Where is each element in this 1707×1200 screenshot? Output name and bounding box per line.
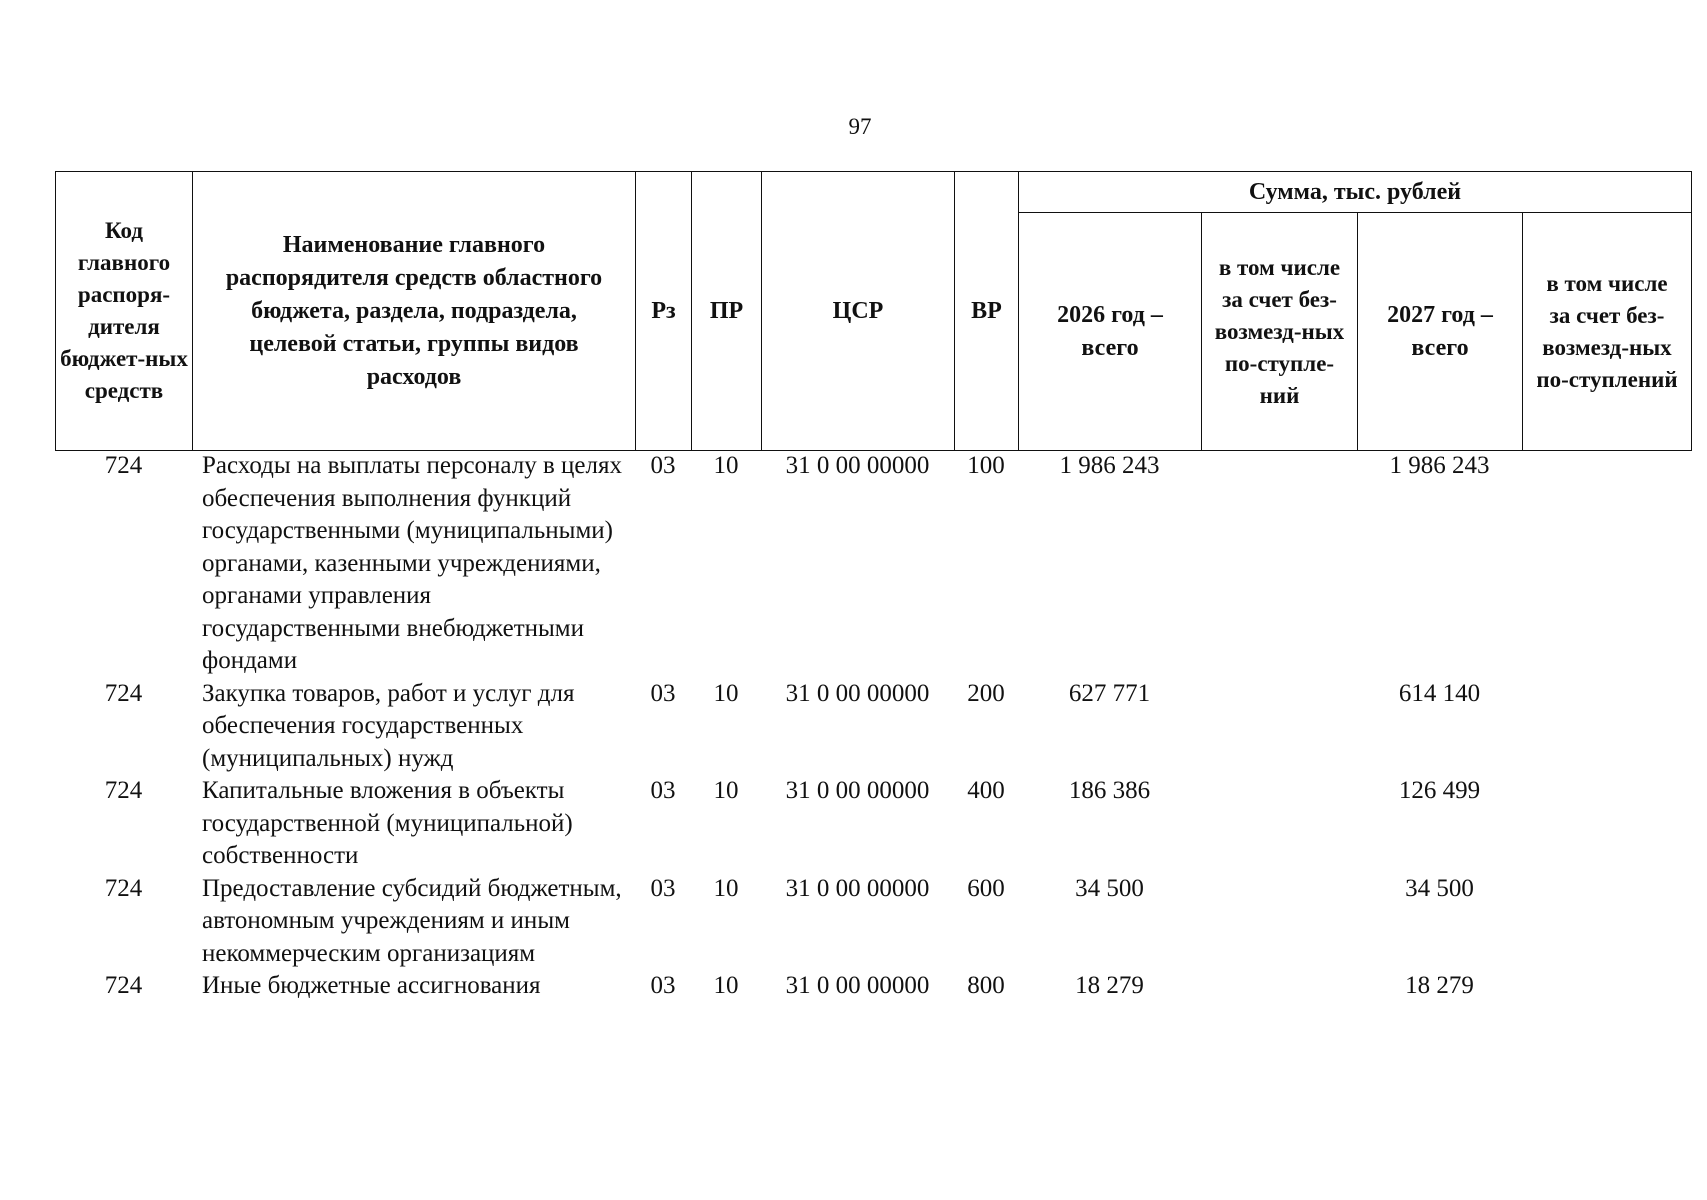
row-pr: 10 [713, 972, 739, 999]
row-name: Закупка товаров, работ и услуг для обеспечения государственных (муниципальных) нужд [202, 679, 575, 772]
table-row [55, 970, 1691, 1003]
row-2026-total: 18 279 [1075, 972, 1144, 999]
header-vr: ВР [955, 172, 1019, 451]
row-2027-free [1522, 678, 1691, 776]
row-csr: 31 0 00 00000 [785, 452, 930, 479]
row-2026-free [1201, 873, 1357, 971]
row-2026-free [1201, 775, 1357, 873]
row-pr: 10 [713, 777, 739, 804]
row-2026-total: 627 771 [1068, 679, 1151, 707]
row-2026-free [1201, 450, 1357, 678]
row-csr: 31 0 00 00000 [785, 679, 930, 707]
header-pr: ПР [692, 172, 762, 451]
table-row [55, 775, 1691, 873]
row-rz: 03 [650, 874, 676, 902]
row-code: 724 [104, 679, 143, 707]
table-body [55, 450, 1691, 1003]
row-rz: 03 [650, 777, 676, 804]
row-vr: 100 [967, 452, 1005, 479]
row-name: Капитальные вложения в объекты государственной (муниципальной) собственности [202, 777, 573, 869]
row-2027-total: 18 279 [1405, 972, 1474, 999]
header-2026-total: 2026 год – всего [1019, 213, 1202, 451]
row-pr: 10 [713, 874, 739, 902]
table-row [55, 678, 1691, 776]
row-2027-free [1522, 873, 1691, 971]
row-code: 724 [104, 777, 143, 804]
table-header [55, 171, 1692, 451]
row-vr: 400 [967, 777, 1005, 804]
row-name: Расходы на выплаты персоналу в целях обеспечения выполнения функций государственными (муниципальными) органами, казенными учреждениями, органами управления государственными внебюджетными фондами [202, 452, 622, 674]
header-2027-total: 2027 год – всего [1358, 213, 1523, 451]
row-2026-free [1201, 970, 1357, 1003]
row-rz: 03 [650, 452, 676, 479]
row-2026-free [1201, 678, 1357, 776]
row-2027-total: 126 499 [1398, 777, 1481, 804]
row-2027-total: 1 986 243 [1389, 452, 1490, 479]
header-2026-free: в том числе за счет без-возмезд-ных по-ступле-ний [1202, 213, 1358, 451]
row-2027-total: 34 500 [1405, 874, 1474, 902]
row-2026-total: 1 986 243 [1059, 452, 1160, 479]
row-pr: 10 [713, 452, 739, 479]
header-2027-free: в том числе за счет без-возмезд-ных по-ступлений [1523, 213, 1692, 451]
header-csr: ЦСР [762, 172, 955, 451]
row-code: 724 [104, 874, 143, 902]
row-2026-total: 34 500 [1075, 874, 1144, 902]
table-row [55, 873, 1691, 971]
row-2027-free [1522, 970, 1691, 1003]
row-csr: 31 0 00 00000 [785, 777, 930, 804]
row-name: Иные бюджетные ассигнования [202, 972, 541, 999]
row-code: 724 [104, 972, 143, 999]
row-name: Предоставление субсидий бюджетным, автономным учреждениям и иным некоммерческим организациям [202, 874, 622, 967]
row-2027-total: 614 140 [1398, 679, 1481, 707]
header-name: Наименование главного распорядителя средств областного бюджета, раздела, подраздела, целевой статьи, группы видов расходов [193, 172, 636, 451]
header-sum: Сумма, тыс. рублей [1019, 172, 1692, 213]
table-row [55, 450, 1691, 678]
row-rz: 03 [650, 679, 676, 707]
page-number: 97 [848, 114, 872, 139]
row-2026-total: 186 386 [1068, 777, 1151, 804]
header-code: Код главного распоря-дителя бюджет-ных средств [56, 172, 193, 451]
row-2027-free [1522, 775, 1691, 873]
row-csr: 31 0 00 00000 [785, 972, 930, 999]
row-vr: 200 [967, 679, 1005, 707]
row-rz: 03 [650, 972, 676, 999]
row-vr: 800 [967, 972, 1005, 999]
row-csr: 31 0 00 00000 [785, 874, 930, 902]
row-pr: 10 [713, 679, 739, 707]
row-code: 724 [104, 452, 143, 479]
header-rz: Рз [636, 172, 692, 451]
row-vr: 600 [967, 874, 1005, 902]
row-2027-free [1522, 450, 1691, 678]
